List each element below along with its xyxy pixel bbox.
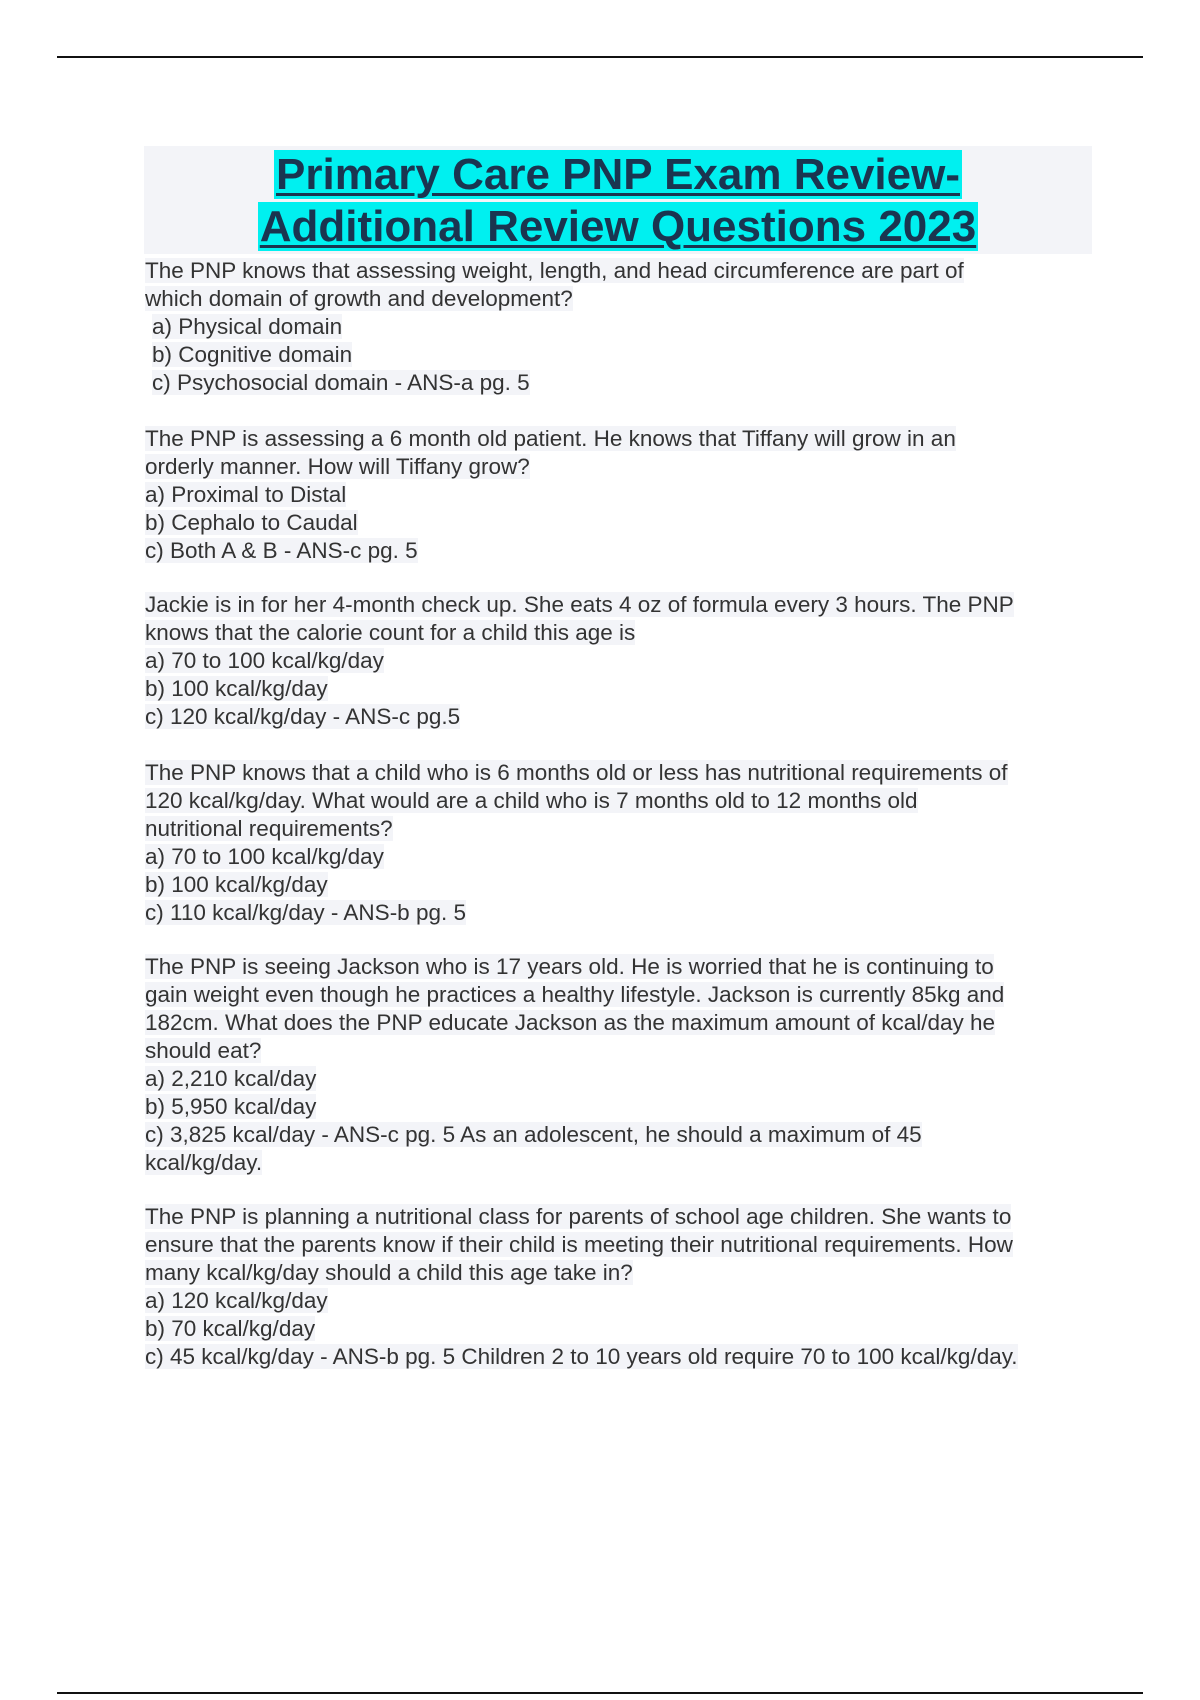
question-block-5 xyxy=(145,953,1105,1177)
answer-option: a) 70 to 100 kcal/kg/day xyxy=(145,648,384,673)
question-text-line: many kcal/kg/day should a child this age take in? xyxy=(145,1260,633,1285)
question-text-line: ensure that the parents know if their child is meeting their nutritional requirements. How xyxy=(145,1232,1013,1257)
answer-option: b) Cognitive domain xyxy=(152,342,353,367)
question-block-4 xyxy=(145,759,1105,927)
question-text-line: 182cm. What does the PNP educate Jackson as the maximum amount of kcal/day he xyxy=(145,1010,996,1035)
answer-option: a) 70 to 100 kcal/kg/day xyxy=(145,844,384,869)
question-text-line: The PNP knows that a child who is 6 months old or less has nutritional requirements of xyxy=(145,760,1008,785)
question-block-1 xyxy=(145,257,1105,397)
answer-option: c) 120 kcal/kg/day - ANS-c pg.5 xyxy=(145,704,461,729)
answer-option: kcal/kg/day. xyxy=(145,1150,263,1175)
answer-option: c) 3,825 kcal/day - ANS-c pg. 5 As an adolescent, he should a maximum of 45 xyxy=(145,1122,922,1147)
page-top-rule xyxy=(57,56,1143,58)
page-bottom-rule xyxy=(57,1692,1143,1694)
question-text-line: 120 kcal/kg/day. What would are a child who is 7 months old to 12 months old xyxy=(145,788,918,813)
answer-option: b) Cephalo to Caudal xyxy=(145,510,358,535)
answer-option: b) 100 kcal/kg/day xyxy=(145,676,328,701)
document-title xyxy=(144,146,1092,254)
title-line-2: Additional Review Questions 2023 xyxy=(259,202,977,251)
question-text-line: which domain of growth and development? xyxy=(145,286,573,311)
answer-option: c) 110 kcal/kg/day - ANS-b pg. 5 xyxy=(145,900,466,925)
question-text-line: nutritional requirements? xyxy=(145,816,393,841)
answer-option: c) Both A & B - ANS-c pg. 5 xyxy=(145,538,418,563)
answer-option: a) Proximal to Distal xyxy=(145,482,347,507)
question-text-line: The PNP is assessing a 6 month old patient. He knows that Tiffany will grow in an xyxy=(145,426,956,451)
question-block-6 xyxy=(145,1203,1105,1371)
answer-option: b) 100 kcal/kg/day xyxy=(145,872,328,897)
question-block-3 xyxy=(145,591,1105,731)
answer-option: a) Physical domain xyxy=(152,314,343,339)
question-text-line: gain weight even though he practices a healthy lifestyle. Jackson is currently 85kg and xyxy=(145,982,1005,1007)
question-block-2 xyxy=(145,425,1105,565)
title-line-1: Primary Care PNP Exam Review- xyxy=(276,150,960,199)
question-text-line: knows that the calorie count for a child this age is xyxy=(145,620,636,645)
question-text-line: The PNP is planning a nutritional class for parents of school age children. She wants to xyxy=(145,1204,1012,1229)
question-text-line: orderly manner. How will Tiffany grow? xyxy=(145,454,530,479)
question-text-line: Jackie is in for her 4-month check up. She eats 4 oz of formula every 3 hours. The PNP xyxy=(145,592,1014,617)
answer-option: b) 70 kcal/kg/day xyxy=(145,1316,316,1341)
answer-option: b) 5,950 kcal/day xyxy=(145,1094,317,1119)
answer-option: c) Psychosocial domain - ANS-a pg. 5 xyxy=(152,370,530,395)
question-text-line: should eat? xyxy=(145,1038,262,1063)
answer-option: c) 45 kcal/kg/day - ANS-b pg. 5 Children 2 to 10 years old require 70 to 100 kcal/kg/day. xyxy=(145,1344,1018,1369)
question-text-line: The PNP knows that assessing weight, length, and head circumference are part of xyxy=(145,258,964,283)
question-text-line: The PNP is seeing Jackson who is 17 years old. He is worried that he is continuing to xyxy=(145,954,994,979)
answer-option: a) 2,210 kcal/day xyxy=(145,1066,317,1091)
answer-option: a) 120 kcal/kg/day xyxy=(145,1288,328,1313)
